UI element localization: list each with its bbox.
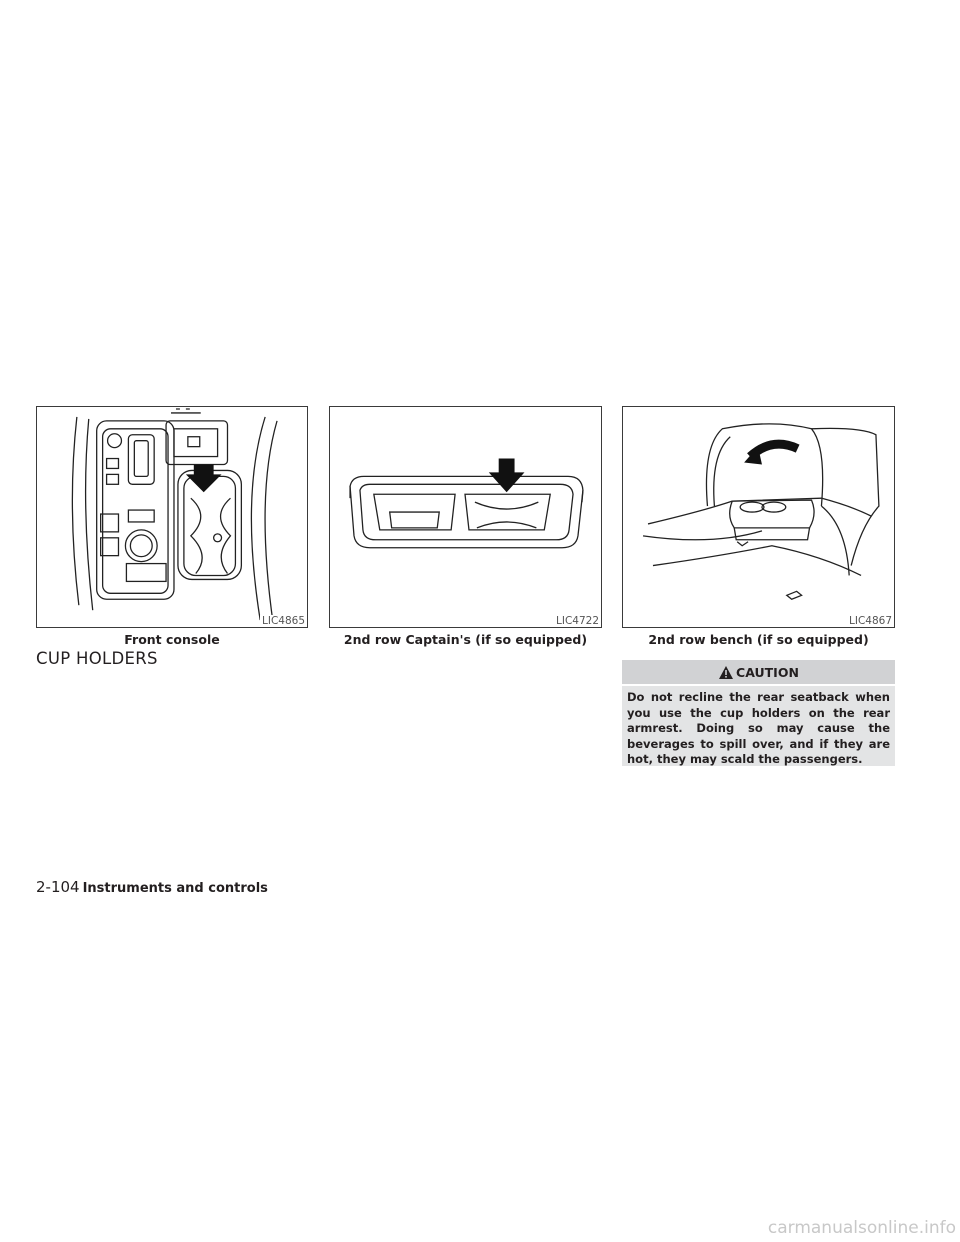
figure-code: LIC4865 xyxy=(262,615,305,627)
bench-armrest-cup-holder-illustration xyxy=(623,407,894,627)
figure-bench-cup-holder xyxy=(622,406,895,628)
caution-label: CAUTION xyxy=(736,664,799,680)
figure-code: LIC4722 xyxy=(556,615,599,627)
figure-caption: 2nd row bench (if so equipped) xyxy=(648,632,869,647)
caution-header xyxy=(622,660,895,684)
figure-code: LIC4867 xyxy=(849,615,892,627)
warning-triangle-icon xyxy=(718,665,734,680)
chapter-title: Instruments and controls xyxy=(82,881,268,896)
page-footer xyxy=(36,877,268,896)
page-number: 2-104 xyxy=(36,878,80,896)
figure-captains-cup-holder xyxy=(329,406,602,628)
watermark: carmanualsonline.info xyxy=(767,1218,956,1238)
figure-caption: 2nd row Captain's (if so equipped) xyxy=(343,632,588,647)
captains-cup-holder-illustration xyxy=(330,407,601,627)
figure-caption: Front console xyxy=(124,632,220,647)
caution-text: Do not recline the rear seatback when you use the cup holders on the rear armrest. Doing so may cause the beverages to spill over, and if they are hot, they may scald the passengers. xyxy=(622,686,895,766)
figure-front-console xyxy=(36,406,308,628)
front-console-cup-holder-illustration xyxy=(37,407,307,627)
section-title: CUP HOLDERS xyxy=(36,649,158,668)
